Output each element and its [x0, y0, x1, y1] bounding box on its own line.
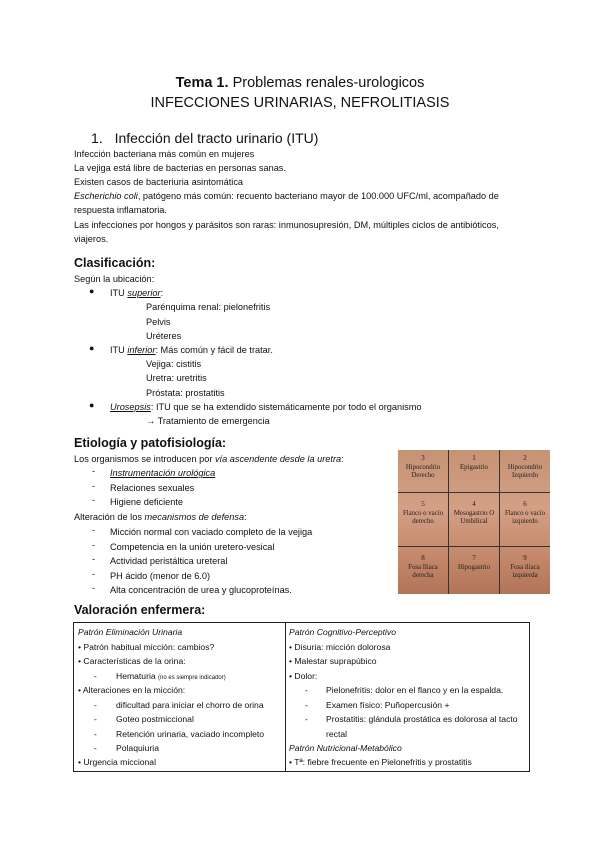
right-bullet: • Disuria: micción dolorosa — [289, 642, 391, 652]
dash-marker: - — [92, 569, 96, 579]
etiologia-intro: Los organismos se introducen por vía ascendente desde la uretra: — [74, 454, 344, 464]
left-bullet: • Características de la orina: — [78, 656, 186, 666]
region-flanco-izquierdo: 6 Flanco o vacío izquierdo — [504, 500, 545, 525]
dash-marker: - — [305, 685, 308, 695]
defense-item: Actividad peristáltica ureteral — [110, 556, 228, 566]
inferior-item: Próstata: prostatitis — [146, 388, 225, 398]
alteration-item: Polaquiuria — [116, 743, 159, 753]
dash-marker: - — [94, 700, 97, 710]
region-fosa-iliaca-izquierda: 9 Fosa iliaca izquierda — [510, 554, 540, 579]
left-bullet: • Alteraciones en la micción: — [78, 685, 186, 695]
dash-marker: - — [94, 729, 97, 739]
line-fungi-cont: viajeros. — [74, 234, 109, 244]
factor-item: Instrumentación urológica — [110, 468, 216, 478]
right-bullet: • Tª: fiebre frecuente en Pielonefritis y prostatitis — [289, 757, 472, 767]
region-epigastrio: 1 Epigastrio — [460, 454, 488, 471]
dash-marker: - — [92, 540, 96, 550]
region-hipocondrio-derecho: 3 Hipocondrio Derecho — [405, 454, 441, 479]
ecoli-desc: , patógeno más común: recuento bacteriano mayor de 100.000 UFC/ml, acompañado de — [137, 191, 499, 201]
clasificacion-intro: Según la ubicación: — [74, 274, 155, 284]
right-bullet: • Malestar suprapúbico — [289, 656, 377, 666]
alteration-intro: Alteración de los mecanismos de defensa: — [74, 512, 247, 522]
line-fungi: Las infecciones por hongos y parásitos son raras: inmunosupresión, DM, múltiples ciclos de antibióticos, — [74, 220, 499, 230]
dash-marker: - — [92, 583, 96, 593]
superior-item: Parénquima renal: pielonefritis — [146, 302, 271, 312]
dash-marker: - — [94, 671, 97, 681]
region-hipocondrio-izquierdo: 2 Hipocondrio Izquierdo — [507, 454, 543, 479]
table-divider — [285, 623, 286, 771]
line-most-common: Infección bacteriana más común en mujeres — [74, 149, 255, 159]
factor-item: Higiene deficiente — [110, 497, 184, 507]
region-hipogastrio: 7 Hipogastrio — [457, 554, 491, 571]
dolor-item-cont: rectal — [326, 729, 348, 739]
bullet-icon: ● — [89, 400, 95, 410]
region-fosa-iliaca-derecha: 8 Fosa Iliaca derecha — [408, 554, 438, 579]
factor-item: Relaciones sexuales — [110, 483, 195, 493]
defense-item: Competencia en la unión uretero-vesical — [110, 542, 275, 552]
left-bullet: • Urgencia miccional — [78, 757, 156, 767]
defense-item: PH ácido (menor de 6.0) — [110, 571, 211, 581]
region-mesogastrio: 4 Mesogastrio O Umbilical — [453, 500, 495, 525]
dolor-item: Pielonefritis: dolor en el flanco y en la espalda. — [326, 685, 504, 695]
dash-marker: - — [92, 466, 96, 476]
superior-item: Uréteres — [146, 331, 182, 341]
line-asymptomatic: Existen casos de bacteriuria asintomática — [74, 177, 244, 187]
pattern-nutricional: Patrón Nutricional-Metabólico — [289, 743, 402, 753]
dash-marker: - — [92, 495, 96, 505]
alteration-item: Retención urinaria, vaciado incompleto — [116, 729, 265, 739]
section-heading-itu — [91, 130, 318, 146]
hematuria-item: Hematuria (no es siempre indicador) — [116, 671, 226, 681]
itu-inferior: ITU inferior: Más común y fácil de tratar. — [110, 345, 273, 355]
line-bladder-free: La vejiga está libre de bacterias en personas sanas. — [74, 163, 286, 173]
right-bullet: • Dolor: — [289, 671, 318, 681]
dash-marker: - — [305, 700, 308, 710]
tema-number: Tema 1. — [175, 75, 229, 91]
tema-name: Problemas renales-urologicos — [232, 75, 425, 91]
bullet-icon: ● — [89, 286, 95, 296]
ecoli-name: Escherichio coli — [74, 191, 138, 201]
alteration-item: Goteo postmiccional — [116, 714, 194, 724]
inferior-item: Vejiga: cistitis — [146, 359, 202, 369]
dash-marker: - — [305, 714, 308, 724]
dolor-item: Prostatitis: glándula prostática es dolorosa al tacto — [326, 714, 518, 724]
etiologia-heading: Etiología y patofisiología: — [74, 436, 227, 450]
section-number: 1. — [91, 130, 103, 146]
alteration-item: dificultad para iniciar el chorro de orina — [116, 700, 264, 710]
valoracion-heading: Valoración enfermera: — [74, 603, 206, 617]
dash-marker: - — [92, 525, 96, 535]
section-title: Infección del tracto urinario (ITU) — [114, 130, 319, 146]
pattern-eliminacion: Patrón Eliminación Urinaria — [78, 627, 183, 637]
urosepsis-treatment: → Tratamiento de emergencia — [146, 416, 270, 426]
valoracion-table — [73, 622, 530, 772]
defense-item: Alta concentración de urea y glucoproteínas. — [110, 585, 292, 595]
pattern-cognitivo: Patrón Cognitivo-Perceptivo — [289, 627, 396, 637]
region-flanco-derecho: 5 Flanco o vacío derecho — [402, 500, 443, 525]
superior-item: Pelvis — [146, 317, 171, 327]
dash-marker: - — [94, 743, 97, 753]
left-bullet: • Patrón habitual micción: cambios? — [78, 642, 215, 652]
defense-item: Micción normal con vaciado completo de la vejiga — [110, 527, 313, 537]
clasificacion-heading: Clasificación: — [74, 256, 156, 270]
abdomen-regions-image — [398, 450, 550, 594]
dash-marker: - — [92, 481, 96, 491]
inferior-item: Uretra: uretritis — [146, 373, 207, 383]
dash-marker: - — [94, 714, 97, 724]
itu-superior: ITU superior: — [110, 288, 164, 298]
bullet-icon: ● — [89, 343, 95, 353]
document-subtitle: INFECCIONES URINARIAS, NEFROLITIASIS — [150, 95, 450, 111]
document-title — [0, 75, 600, 91]
line-ecoli-cont: respuesta inflamatoria. — [74, 205, 167, 215]
dolor-item: Examen físico: Puñopercusión + — [326, 700, 450, 710]
urosepsis: Urosepsis: ITU que se ha extendido sistemáticamente por todo el organismo — [110, 402, 422, 412]
line-ecoli — [74, 189, 514, 203]
dash-marker: - — [92, 554, 96, 564]
